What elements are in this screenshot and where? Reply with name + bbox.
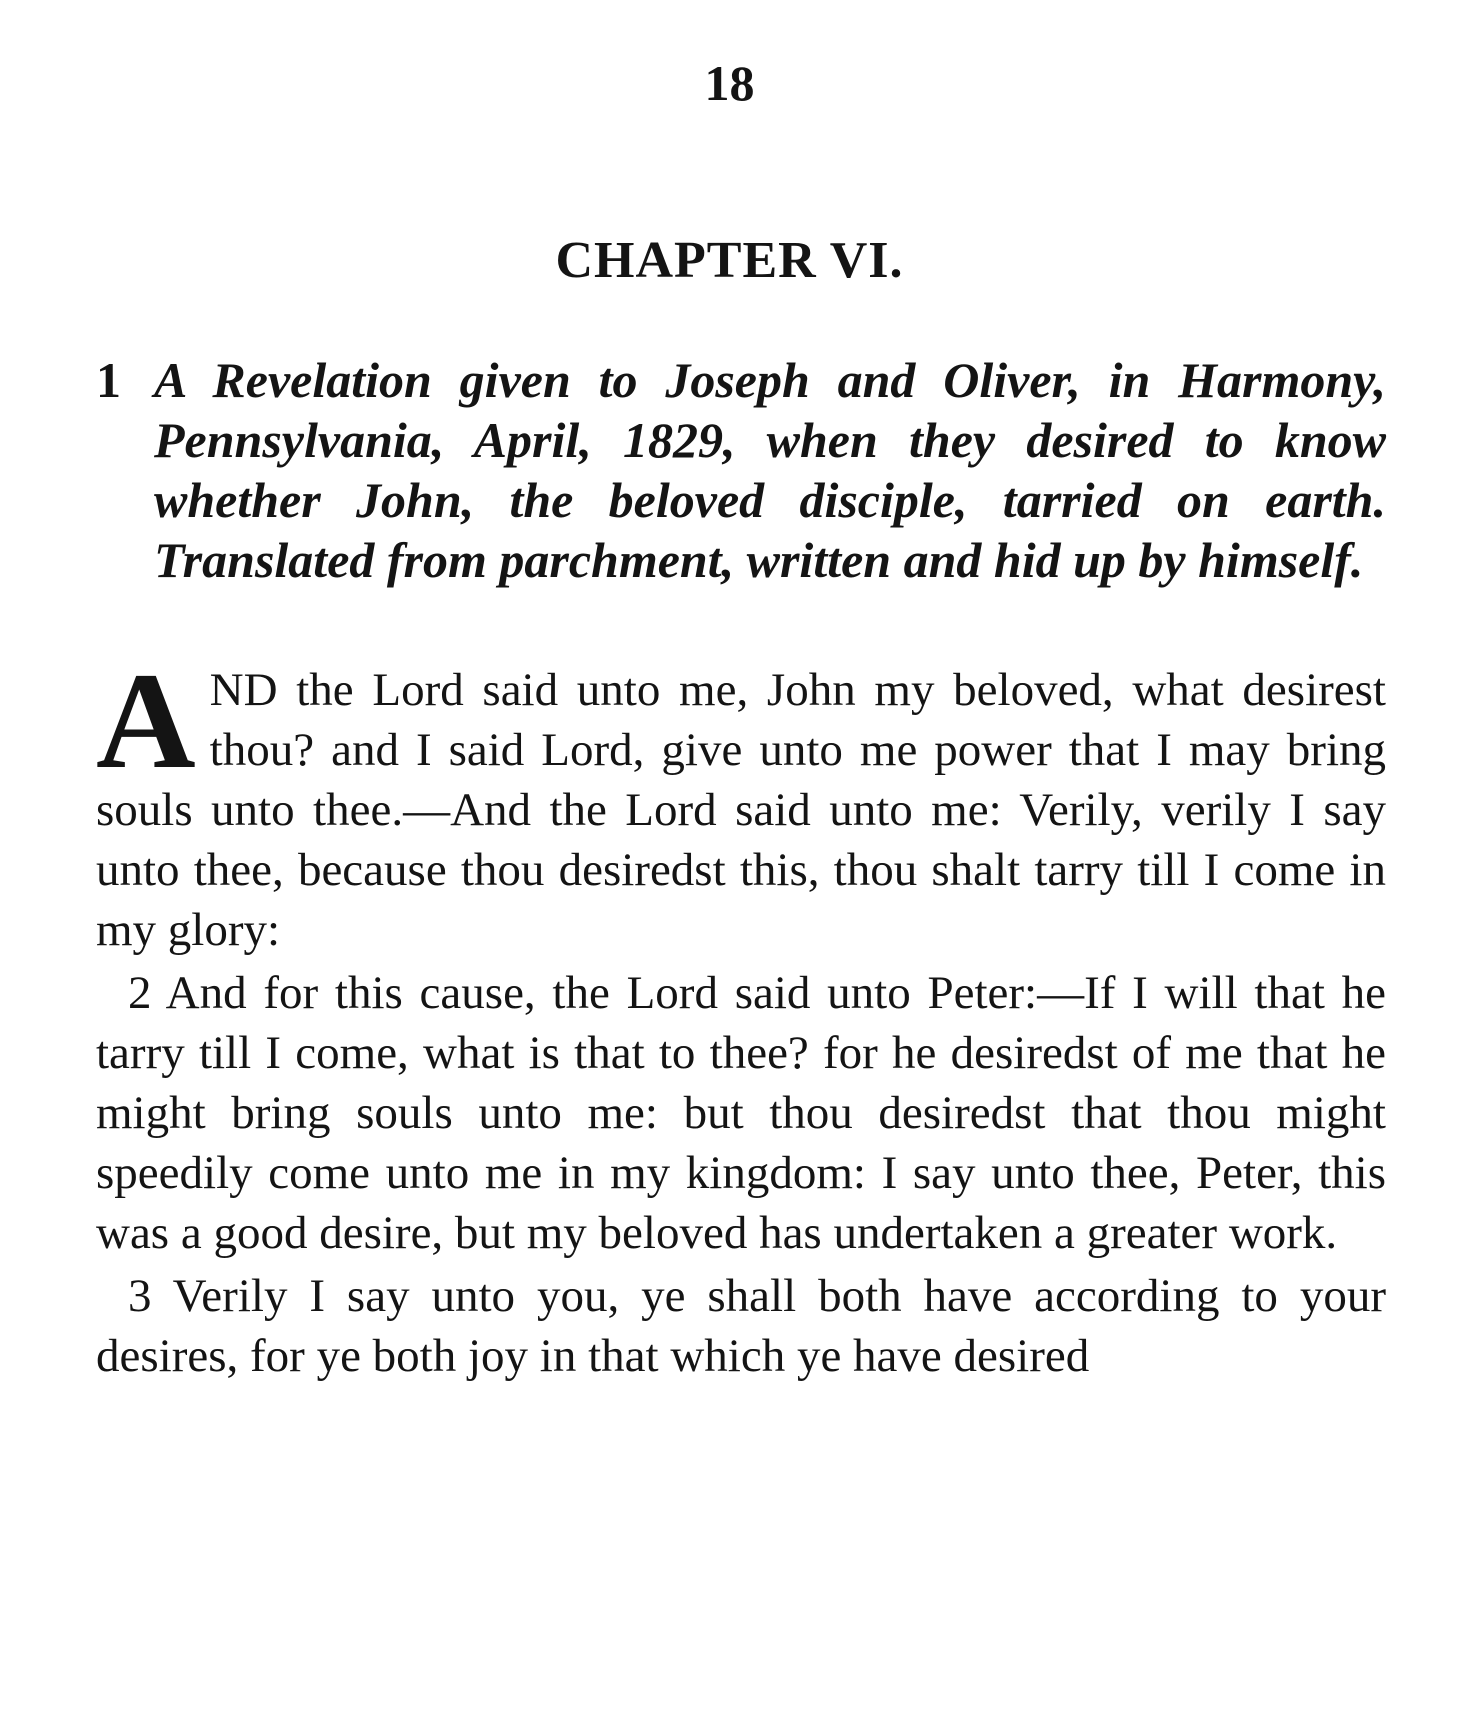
heading-text: A Revelation given to Joseph and Oliver, in Harmony, Pennsylvania, April, 1829, when they desired to know whether John, the beloved disciple, tarried on earth. Translated from parchment, written and hid up by himself. [154,352,1386,588]
verse-1 [96,644,1386,960]
chapter-heading [96,350,1386,590]
verse-3-text: Verily I say unto you, ye shall both have according to your desires, for ye both joy in that which ye have desired [96,1270,1386,1382]
verse-2 [96,963,1386,1263]
drop-cap: A [96,644,196,797]
verse-3-number: 3 [128,1270,152,1322]
chapter-body [96,644,1386,1386]
heading-verse-number: 1 [96,352,121,408]
chapter-title: CHAPTER VI. [555,232,904,289]
verse-1-text: ND the Lord said unto me, John my beloved, what desirest thou? and I said Lord, give unto me power that I may bring souls unto thee.—And the Lord said unto me: Verily, verily I say unto thee, because thou desiredst this, thou shalt tarry till I come in my glory: [96,664,1386,956]
verse-2-text: And for this cause, the Lord said unto Peter:—If I will that he tarry till I come, what is that to thee? for he desiredst of me that he might bring souls unto me: but thou desiredst that thou might speedily come unto me in my kingdom: I say unto thee, Peter, this was a good desire, but my beloved has undertaken a greater work. [96,967,1386,1259]
page-number: 18 [704,55,755,111]
verse-2-number: 2 [128,967,152,1019]
verse-3 [96,1266,1386,1386]
